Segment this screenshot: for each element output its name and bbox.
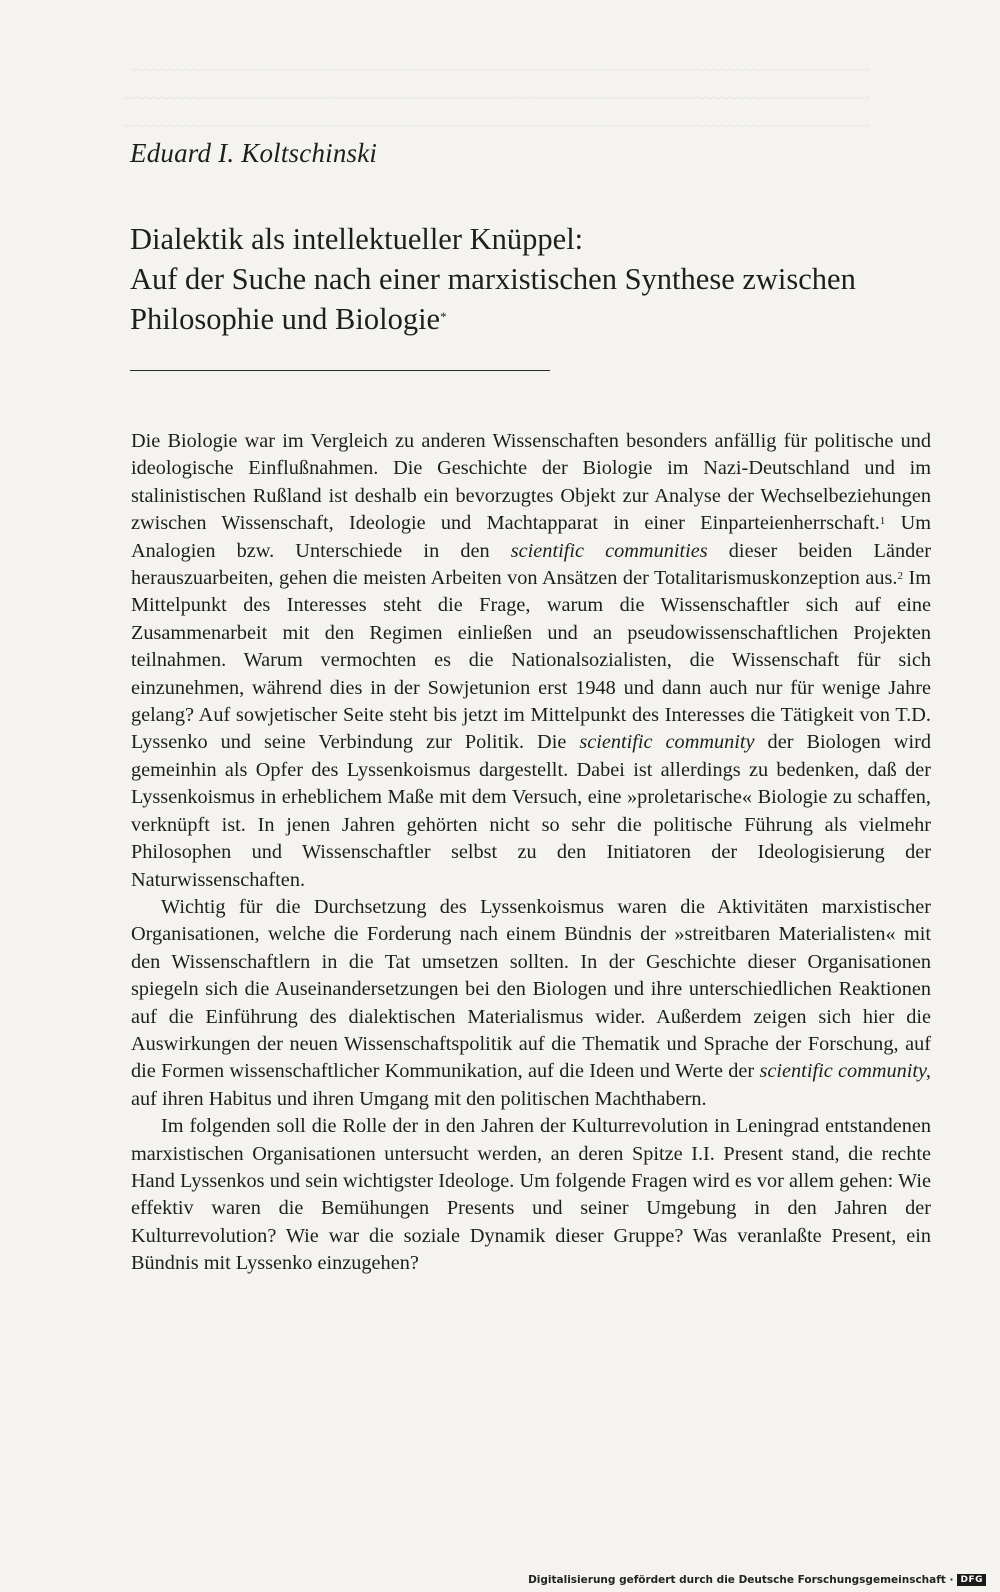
footer-text: Digitalisierung gefördert durch die Deutsche Forschungsgemeinschaft · [528, 1574, 954, 1586]
paragraph-1-text-b: Um Analogien bzw. Unterschiede in den [131, 512, 931, 562]
footnote-ref-1: 1 [879, 515, 886, 528]
paragraph-1-italic-term: scientific communities [510, 539, 708, 562]
article-body [131, 428, 931, 1278]
article-title [130, 219, 930, 339]
paragraph-2-italic-term: scientific community, [759, 1060, 931, 1083]
dfg-logo: DFG [957, 1574, 986, 1586]
title-line-2: Auf der Suche nach einer marxistischen Synthese zwischen [130, 262, 856, 296]
paragraph-2-text-b: auf ihren Habitus und ihren Umgang mit den politischen Machthabern. [131, 1087, 707, 1110]
footnote-ref-2: 2 [897, 570, 903, 583]
title-underline-rule [130, 370, 550, 371]
digitization-footer [528, 1574, 986, 1586]
paragraph-1-italic-term-2: scientific community [579, 731, 755, 754]
paragraph-2-text-a: Wichtig für die Durchsetzung des Lyssenkoismus waren die Aktivitäten marxistischer Organisationen, welche die Forderung nach einem Bündnis der »streitbaren Materialisten« mit den Wissenschaftlern in die Tat umsetzen sollten. In der Geschichte dieser Organisationen spiegeln sich die Auseinandersetzungen bei den Biologen und ihre unterschiedlichen Reaktionen auf die Einführung des dialektischen Materialismus wider. Außerdem zeigen sich hier die Auswirkungen der neuen Wissenschaftspolitik auf die Thematik und Sprache der Forschung, auf die Formen wissenschaftlicher Kommunikation, auf die Ideen und Werte der [131, 895, 931, 1083]
paragraph-3: Im folgenden soll die Rolle der in den Jahren der Kulturrevolution in Leningrad entstandenen marxistischen Organisationen untersucht werden, an deren Spitze I.I. Present stand, die rechte Hand Lyssenkos und sein wichtigster Ideologe. Um folgende Fragen wird es vor allem gehen: Wie effektiv waren die Bemühungen Presents und seiner Umgebung in den Jahren der Kulturrevolution? Wie war die soziale Dynamik dieser Gruppe? Was veranlaßte Present, ein Bündnis mit Lyssenko einzugehen? [131, 1115, 931, 1275]
title-line-3: Philosophie und Biologie [130, 302, 441, 336]
paragraph-1-text-c: dieser beiden Länder herauszuarbeiten, gehen die meisten Arbeiten von Ansätzen der Totalitarismuskonzeption aus. [131, 539, 931, 590]
author-name: Eduard I. Koltschinski [130, 138, 378, 168]
show-through-texture: ~~~~~~~~~~~~~~~~~~~~~~~~~~~~~~~~~~~~~~~~~~~~~~~~~~~~~~~~~~~~~~~~~~~~~~~~~~~~~~~~~~~~~~~~~~~ ~~~~~~~~~~~~~~~~~~~~~~~~~~~~~~~~~~~~~~~~~~~~~~~~~~~~~~~~~~~~~~~~~~~~~~~~~~~~~~~~~~~~~~~~~~~~ ~~~~~~~~~~~~~~~~~~~~~~~~~~~~~~~~~~~~~~~~~~~~~~~~~~~~~~~~~~~~~~~~~~~~~~~~~~~~~~~~~~~~~~~~~~~~ [123, 63, 870, 135]
title-footnote-mark: * [440, 309, 447, 324]
paragraph-1 [131, 428, 931, 894]
paragraph-2 [131, 894, 931, 1113]
paragraph-1-text-a: Die Biologie war im Vergleich zu anderen Wissenschaften besonders anfällig für politische und ideologische Einflußnahmen. Die Geschichte der Biologie im Nazi-Deutschland und im stalinistischen Rußland ist deshalb ein bevorzugtes Objekt zur Analyse der Wechselbeziehungen zwischen Wissenschaft, Ideologie und Machtapparat in einer Einparteienherrschaft. [131, 430, 931, 535]
title-line-1: Dialektik als intellektueller Knüppel: [130, 222, 584, 256]
paragraph-1-text-e: der Biologen wird gemeinhin als Opfer des Lyssenkoismus dargestellt. Dabei ist allerdings zu bedenken, daß der Lyssenkoismus in erheblichem Maße mit dem Versuch, eine »proletarische« Biologie zu schaffen, verknüpft ist. In jenen Jahren gehörten nicht so sehr die politische Führung als vielmehr Philosophen und Wissenschaftler selbst zu den Initiatoren der Ideologisierung der Naturwissenschaften. [131, 731, 931, 891]
paragraph-1-text-d: Im Mittelpunkt des Interesses steht die Frage, warum die Wissenschaftler sich auf eine Zusammenarbeit mit den Regimen einließen und an pseudowissenschaftlichen Projekten teilnahmen. Warum vermochten es die Nationalsozialisten, die Wissenschaft für sich einzunehmen, während dies in der Sowjetunion erst 1948 und dann auch nur für wenige Jahre gelang? Auf sowjetischer Seite steht bis jetzt im Mittelpunkt des Interesses die Tätigkeit von T.D. Lyssenko und seine Verbindung zur Politik. Die [131, 567, 931, 754]
